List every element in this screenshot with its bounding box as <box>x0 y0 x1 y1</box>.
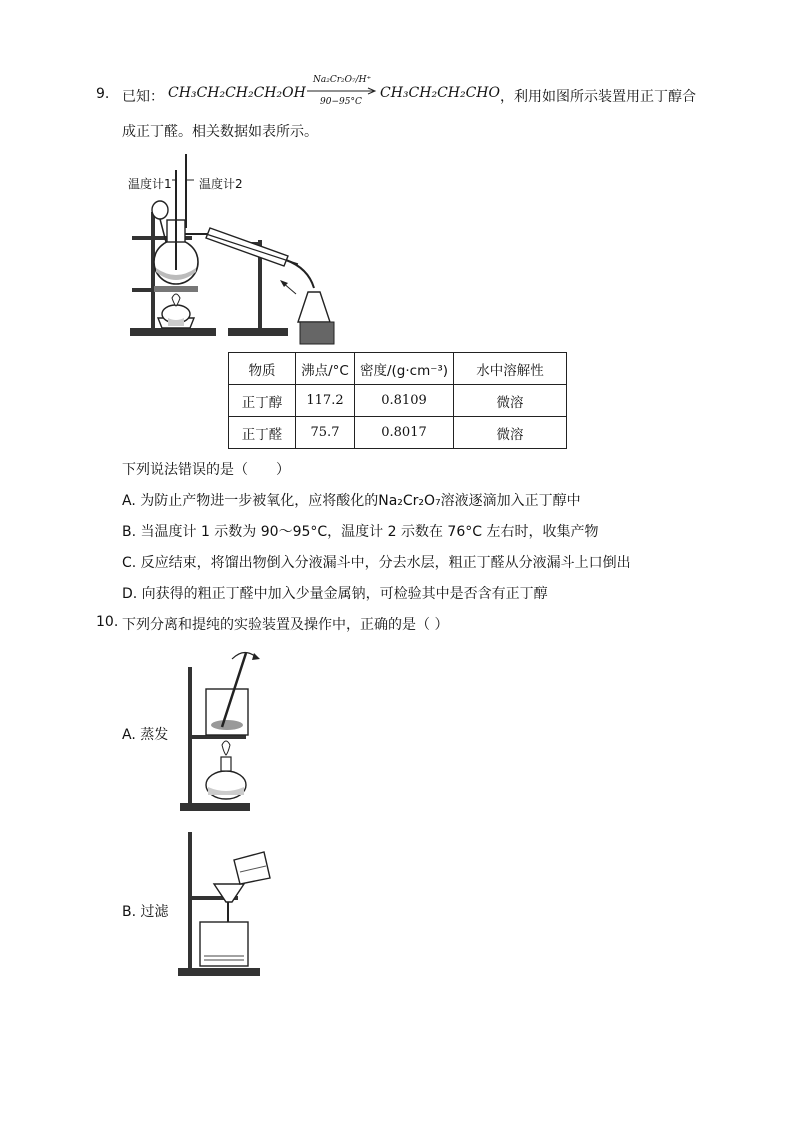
reaction-arrow <box>306 86 378 96</box>
q9-known-label: 已知： <box>122 89 164 105</box>
table-cell: 正丁醇 <box>229 385 296 417</box>
table-cell: 75.7 <box>296 417 355 449</box>
table-cell: 117.2 <box>296 385 355 417</box>
q9-number: 9. <box>96 86 110 102</box>
table-cell: 0.8109 <box>355 385 454 417</box>
q10-option-b: B. 过滤 <box>122 904 169 920</box>
q9-stem-line1: ，利用如图所示装置用正丁醇合 <box>500 89 696 105</box>
table-cell: 微溶 <box>454 385 567 417</box>
table-header-row <box>229 353 567 385</box>
table-row <box>229 417 567 449</box>
q10-option-a: A. 蒸发 <box>122 727 169 743</box>
table-cell: 0.8017 <box>355 417 454 449</box>
table-cell: 微溶 <box>454 417 567 449</box>
filtration-apparatus-figure <box>178 830 278 980</box>
reaction-conditions-bottom: 90−95°C <box>320 97 362 107</box>
q9-option-a: A. 为防止产物进一步被氧化，应将酸化的Na₂Cr₂O₇溶液逐滴加入正丁醇中 <box>122 493 581 509</box>
q9-option-b: B. 当温度计 1 示数为 90～95°C，温度计 2 示数在 76°C 左右时，收集产物 <box>122 524 599 540</box>
table-header-cell: 密度/(g·cm⁻³) <box>355 353 454 385</box>
table-cell: 正丁醛 <box>229 417 296 449</box>
reactant-formula: CH₃CH₂CH₂CH₂OH <box>168 85 306 101</box>
table-header-cell: 水中溶解性 <box>454 353 567 385</box>
table-row <box>229 385 567 417</box>
table-header-cell: 物质 <box>229 353 296 385</box>
q10-number: 10. <box>96 614 119 630</box>
product-formula: CH₃CH₂CH₂CHO <box>380 85 500 101</box>
q9-stem-line2: 成正丁醛。相关数据如表所示。 <box>122 124 318 140</box>
q9-option-c: C. 反应结束，将馏出物倒入分液漏斗中，分去水层，粗正丁醛从分液漏斗上口倒出 <box>122 555 631 571</box>
q10-stem: 下列分离和提纯的实验装置及操作中，正确的是（ ） <box>122 617 449 633</box>
reaction-conditions-top: Na₂Cr₂O₇/H⁺ <box>313 75 372 85</box>
q9-option-d: D. 向获得的粗正丁醛中加入少量金属钠，可检验其中是否含有正丁醇 <box>122 586 548 602</box>
q9-question: 下列说法错误的是（ ） <box>122 462 290 478</box>
thermometer1-label: 温度计1 <box>128 177 172 191</box>
thermometer2-label: 温度计2 <box>199 177 243 191</box>
properties-table <box>228 352 567 449</box>
table-header-cell: 沸点/°C <box>296 353 355 385</box>
evaporation-apparatus-figure <box>178 645 268 815</box>
